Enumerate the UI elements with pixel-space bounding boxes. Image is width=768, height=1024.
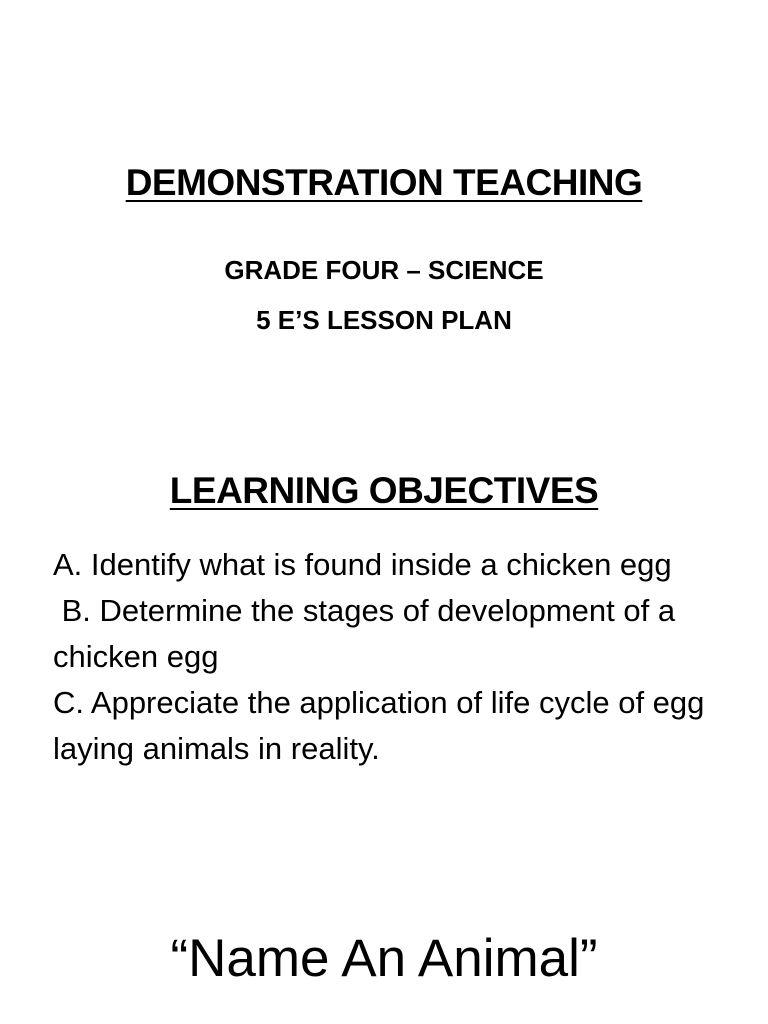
learning-objectives-heading: LEARNING OBJECTIVES bbox=[169, 470, 599, 511]
document-title: DEMONSTRATION TEACHING bbox=[125, 162, 643, 203]
grade-subject-subtitle: GRADE FOUR – SCIENCE bbox=[224, 255, 544, 285]
objectives-list bbox=[53, 542, 713, 772]
activity-title: “Name An Animal” bbox=[170, 929, 598, 988]
objective-item-a: A. Identify what is found inside a chicken egg bbox=[53, 547, 672, 582]
lesson-plan-subtitle: 5 E’S LESSON PLAN bbox=[256, 305, 512, 335]
objective-item-b: B. Determine the stages of development of a chicken egg bbox=[53, 593, 684, 674]
objective-item-c: C. Appreciate the application of life cycle of egg laying animals in reality. bbox=[53, 685, 705, 766]
